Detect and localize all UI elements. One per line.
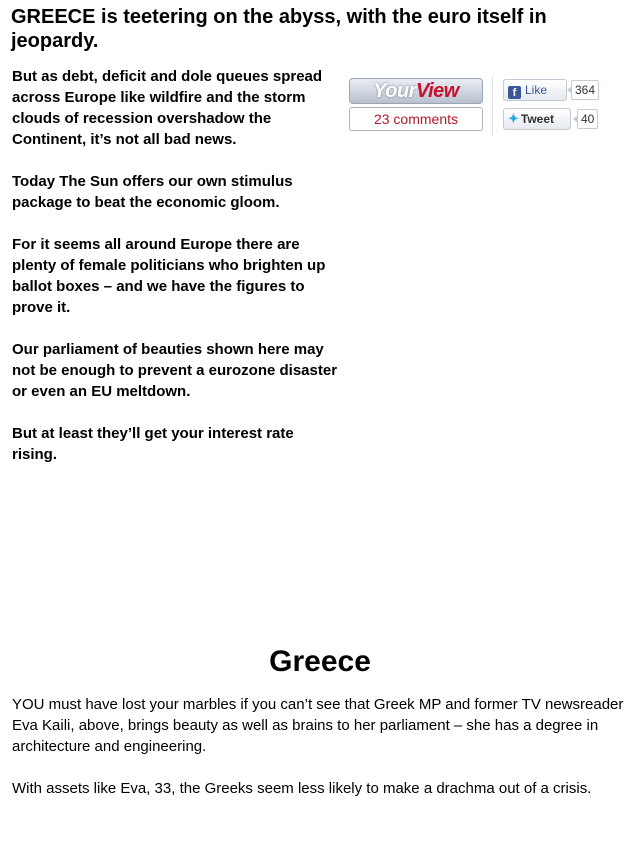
comments-button[interactable]: 23 comments xyxy=(349,107,483,131)
section-paragraph: YOU must have lost your marbles if you can’t see that Greek MP and former TV newsreader Eva Kaili, above, brings beauty as well as brains to her parliament – she has a degree in architecture and engineering. xyxy=(12,696,624,755)
intro-paragraph: For it seems all around Europe there are plenty of female politicians who brighten up ballot boxes – and we have the figures to prove it. xyxy=(12,236,326,316)
toolbar-divider xyxy=(492,76,493,136)
section-heading: Greece xyxy=(269,645,371,678)
intro-paragraph: Our parliament of beauties shown here may not be enough to prevent a eurozone disaster or even an EU meltdown. xyxy=(12,341,338,400)
article-intro xyxy=(12,66,342,486)
section-paragraph: With assets like Eva, 33, the Greeks seem less likely to make a drachma out of a crisis. xyxy=(12,780,592,797)
tweet-count: 40 xyxy=(577,109,598,129)
like-label: Like xyxy=(525,83,548,97)
intro-paragraph: Today The Sun offers our own stimulus package to beat the economic gloom. xyxy=(12,173,293,211)
social-toolbar xyxy=(348,76,618,166)
intro-paragraph: But at least they’ll get your interest rate rising. xyxy=(12,425,294,463)
twitter-bird-icon: ✦ xyxy=(508,111,519,126)
yourview-logo[interactable] xyxy=(349,78,483,104)
yourview-logo-view: View xyxy=(415,80,459,102)
tweet-button[interactable] xyxy=(503,108,571,130)
like-count: 364 xyxy=(571,80,599,100)
facebook-like-button[interactable] xyxy=(503,79,567,101)
article-headline: GREECE is teetering on the abyss, with the euro itself in jeopardy. xyxy=(11,6,547,52)
tweet-label: Tweet xyxy=(520,112,555,126)
yourview-logo-your: Your xyxy=(373,80,416,102)
section-body xyxy=(12,694,632,820)
intro-paragraph: But as debt, deficit and dole queues spread across Europe like wildfire and the storm clouds of recession overshadow the Continent, it’s not all bad news. xyxy=(12,68,323,148)
facebook-icon: f xyxy=(508,86,521,99)
